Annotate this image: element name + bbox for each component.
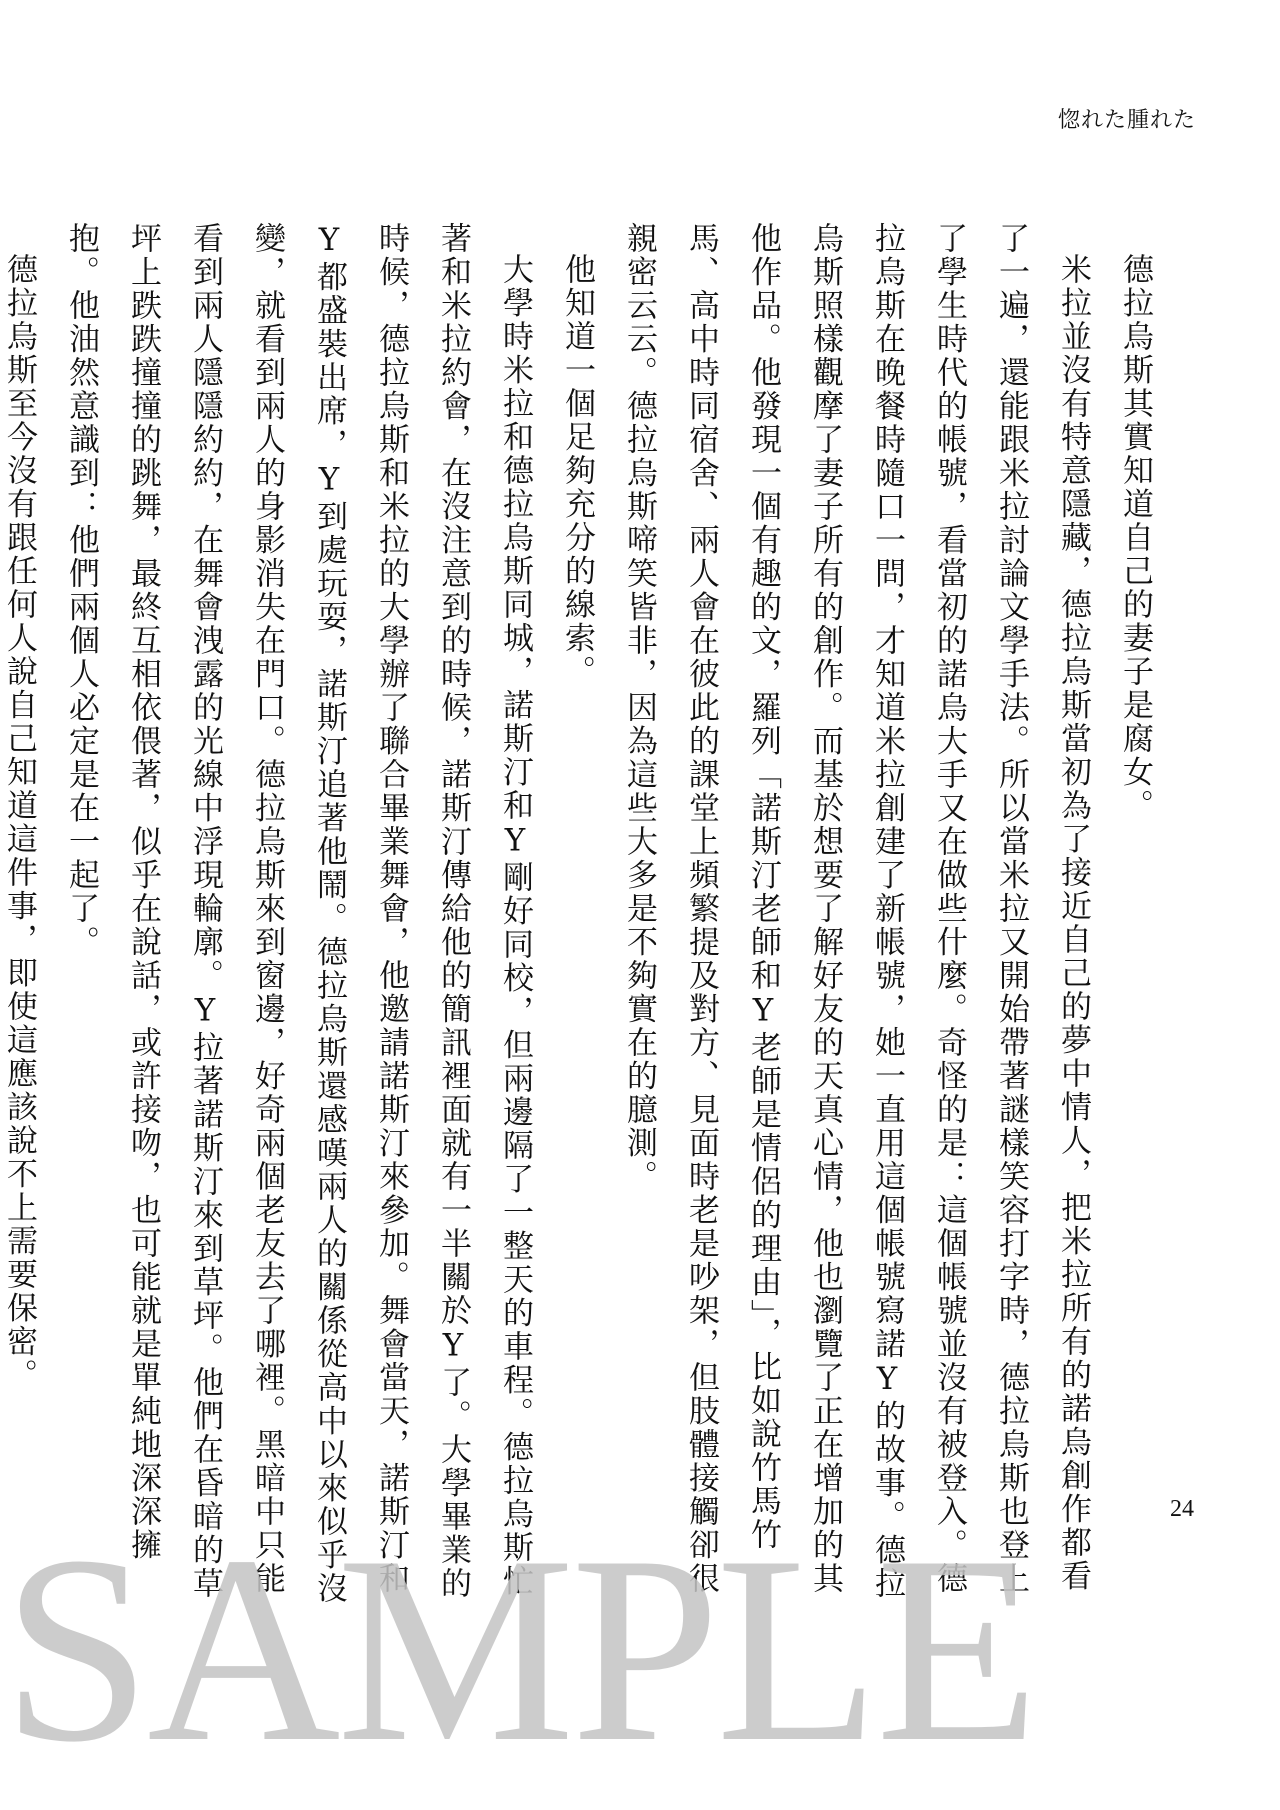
- paragraph: 米拉並沒有特意隱藏，德拉烏斯當初為了接近自己的夢中情人，把米拉所有的諾烏創作都看了一遍，還能跟米拉討論文學手法。所以當米拉又開始帶著謎樣笑容打字時，德拉烏斯也登上了學生時代的帳號，看當初的諾烏大手又在做些什麼。奇怪的是：這個帳號並沒有被登入。德拉烏斯在晚餐時隨口一問，才知道米拉創建了新帳號，她一直用這個帳號寫諾Y的故事。德拉烏斯照樣觀摩了妻子所有的創作。而基於想要了解好友的天真心情，他也瀏覽了正在增加的其他作品。他發現一個有趣的文，羅列「諾斯汀老師和Y老師是情侶的理由」，比如說竹馬竹馬、高中時同宿舍、兩人會在彼此的課堂上頻繁提及對方、見面時老是吵架，但肢體接觸卻很親密云云。德拉烏斯啼笑皆非，因為這些大多是不夠實在的臆測。: [621, 222, 1091, 1601]
- page-number: 24: [1170, 1496, 1194, 1522]
- body-text: [0, 222, 1166, 1617]
- running-header: 惚れた腫れた: [1057, 108, 1196, 133]
- paragraph: 大學時米拉和德拉烏斯同城，諾斯汀和Y剛好同校，但兩邊隔了一整天的車程。德拉烏斯忙著和米拉約會，在沒注意到的時候，諾斯汀傳給他的簡訊裡面就有一半關於Y了。大學畢業的時候，德拉烏斯和米拉的大學辦了聯合畢業舞會，他邀請諾斯汀來參加。舞會當天，諾斯汀和Y都盛裝出席，Y到處玩耍，諾斯汀追著他鬧。德拉烏斯還感嘆兩人的關係從高中以來似乎沒變，就看到兩人的身影消失在門口。德拉烏斯來到窗邊，好奇兩個老友去了哪裡。黑暗中只能看到兩人隱隱約約，在舞會洩露的光線中浮現輪廓。Y拉著諾斯汀來到草坪。他們在昏暗的草坪上跌跌撞撞的跳舞，最終互相依偎著，似乎在說話，或許接吻，也可能就是單純地深深擁抱。他油然意識到：他們兩個人必定是在一起了。: [63, 222, 533, 1606]
- paragraph: 德拉烏斯至今沒有跟任何人說自己知道這件事，即使這應該說不上需要保密。: [1, 253, 37, 1392]
- sample-watermark: SAMPLE: [2, 1500, 1036, 1797]
- paragraph: 德拉烏斯其實知道自己的妻子是腐女。: [1117, 253, 1153, 823]
- paragraph: 他知道一個足夠充分的線索。: [559, 253, 595, 689]
